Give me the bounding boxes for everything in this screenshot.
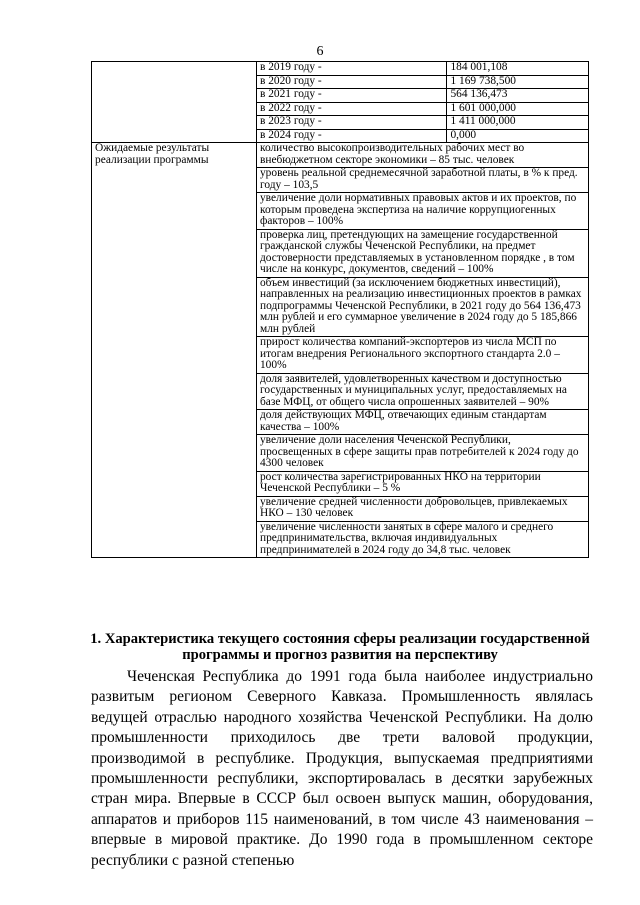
funding-year-label: в 2024 году - xyxy=(256,129,447,143)
funding-year-label: в 2023 году - xyxy=(256,116,447,130)
indicator-cell: прирост количества компаний-экспортеров из числа МСП по итогам внедрения Регионального экспортного стандарта 2.0 –100% xyxy=(256,337,588,374)
funding-year-label: в 2020 году - xyxy=(256,75,447,89)
funding-row xyxy=(92,62,589,76)
indicator-cell: рост количества зарегистрированных НКО на территории Чеченской Республики – 5 % xyxy=(256,471,588,496)
indicator-cell: увеличение численности занятых в сфере малого и среднего предпринимательства, включая индивидуальных предпринимателей в 2024 году до 34,8 тыс. человек xyxy=(256,521,588,558)
funding-year-label: в 2019 году - xyxy=(256,62,447,76)
funding-year-value: 1 169 738,500 xyxy=(447,75,589,89)
indicator-cell: доля действующих МФЦ, отвечающих единым стандартам качества – 100% xyxy=(256,410,588,435)
funding-year-value: 564 136,473 xyxy=(447,89,589,103)
indicator-cell: увеличение доли населения Чеченской Республики, просвещенных в сфере защиты прав потребителей к 2024 году до 4300 человек xyxy=(256,435,588,472)
body-paragraph: Чеченская Республика до 1991 года была наиболее индустриально развитым регионом Северного Кавказа. Промышленность являлась ведущей отраслью народного хозяйства Чеченской Республики. На долю промышленности приходилось две трети валовой продукции, производимой в республике. Продукция, выпускаемая предприятиями промышленности республики, экспортировалась в десятки зарубежных стран мира. Впервые в СССР был освоен выпуск машин, оборудования, аппаратов и приборов 115 наименований, в том числе 43 наименования – впервые в мировой практике. До 1990 года в промышленном секторе республики с разной степенью xyxy=(91,668,593,869)
expected-result-row xyxy=(92,143,589,168)
indicator-cell: уровень реальной среднемесячной заработной платы, в % к пред. году – 103,5 xyxy=(256,168,588,193)
program-passport-table xyxy=(91,61,589,558)
indicator-cell: увеличение средней численности добровольцев, привлекаемых НКО – 130 человек xyxy=(256,496,588,521)
funding-year-value: 0,000 xyxy=(447,129,589,143)
page-number: 6 xyxy=(316,44,324,59)
indicator-cell: проверка лиц, претендующих на замещение государственной гражданской службы Чеченской Республики, на предмет достоверности представляемых в установленном порядке , в том числе на конкурс, документов, сведений – 100% xyxy=(256,229,588,277)
funding-year-value: 1 411 000,000 xyxy=(447,116,589,130)
funding-year-value: 184 001,108 xyxy=(447,62,589,76)
indicator-cell: увеличение доли нормативных правовых актов и их проектов, по которым проведена экспертиза на наличие коррупциогенных факторов – 100% xyxy=(256,193,588,230)
indicator-cell: объем инвестиций (за исключением бюджетных инвестиций), направленных на реализацию инвестиционных проектов в рамках подпрограммы Чеченской Республики, в 2021 году до 564 136,473 млн рублей и его суммарное увеличение в 2024 году до 5 185,866 млн рублей xyxy=(256,277,588,337)
indicator-cell: количество высокопроизводительных рабочих мест во внебюджетном секторе экономики – 85 тыс. человек xyxy=(256,143,588,168)
funding-year-label: в 2021 году - xyxy=(256,89,447,103)
funding-year-value: 1 601 000,000 xyxy=(447,102,589,116)
empty-cell xyxy=(92,62,257,143)
indicator-cell: доля заявителей, удовлетворенных качеством и доступностью государственных и муниципальных услуг, предоставляемых на базе МФЦ, от общего числа опрошенных заявителей – 90% xyxy=(256,373,588,410)
section-heading: 1. Характеристика текущего состояния сферы реализации государственной программы и прогноз развития на перспективу xyxy=(90,631,590,663)
body-text xyxy=(91,667,593,871)
expected-results-label: Ожидаемые результаты реализации программы xyxy=(92,143,257,558)
funding-year-label: в 2022 году - xyxy=(256,102,447,116)
